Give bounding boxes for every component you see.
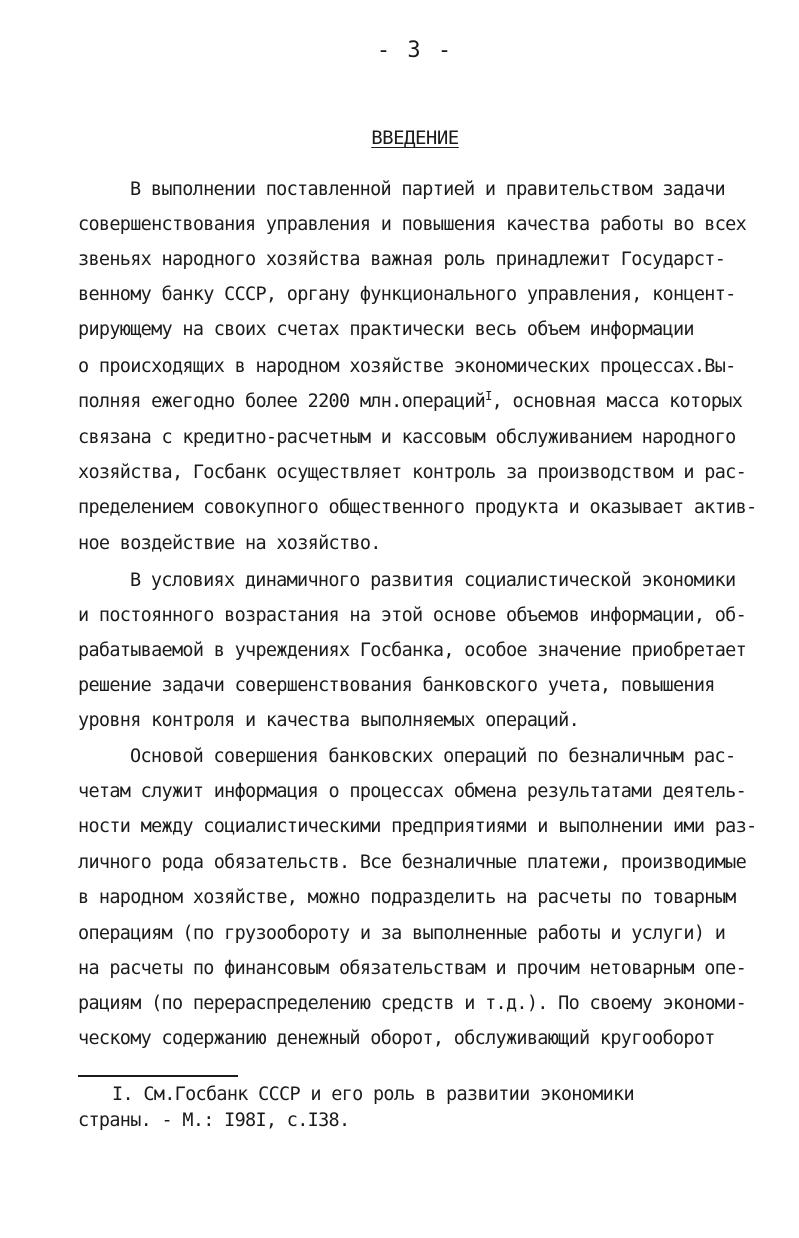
footnote-line: страны. - М.: I98I, с.I38. [78, 1110, 350, 1131]
text-line: ное воздействие на хозяйство. [78, 533, 381, 554]
text-line: пределением совокупного общественного продукта и оказывает актив- [78, 497, 757, 518]
text-line: хозяйства, Госбанк осуществляет контроль за производством и рас- [78, 462, 747, 483]
text-line: рациям (по перераспределению средств и т.д.). По своему экономи- [78, 993, 747, 1014]
text-run: полняя ежегодно более 2200 млн.операций [78, 391, 486, 412]
text-line: и постоянного возрастания на этой основе объемов информации, об- [78, 605, 747, 626]
text-line: ности между социалистическими предприятиями и выполнении ими раз- [78, 816, 757, 837]
text-run: , основная масса которых [491, 391, 743, 412]
text-line: на расчеты по финансовым обязательствам и прочим нетоварным опе- [78, 958, 747, 979]
footnote-marker: I [485, 389, 492, 403]
text-line: В условиях динамичного развития социалистической экономики [130, 570, 736, 591]
text-line: в народном хозяйстве, можно подразделить на расчеты по товарным [78, 887, 736, 908]
section-heading: ВВЕДЕНИЕ [371, 127, 459, 149]
text-line: Основой совершения банковских операций по безналичным рас- [130, 746, 736, 767]
page-number: - 3 - [376, 38, 454, 63]
text-line: рабатываемой в учреждениях Госбанка, особое значение приобретает [78, 640, 747, 661]
footnote-line: I. См.Госбанк СССР и его роль в развитии экономики [112, 1084, 634, 1105]
text-line: венному банку СССР, органу функционального управления, концент- [78, 284, 736, 305]
text-line: операциям (по грузообороту и за выполненные работы и услуги) и [78, 923, 726, 944]
text-line [78, 390, 742, 414]
text-line: звеньях народного хозяйства важная роль принадлежит Государст- [78, 249, 726, 270]
text-line: рирующему на своих счетах практически весь объем информации [78, 319, 694, 340]
text-line: о происходящих в народном хозяйстве экономических процессах.Вы- [78, 356, 736, 377]
text-line: четам служит информация о процессах обмена результатами деятель- [78, 781, 747, 802]
text-line: совершенствования управления и повышения качества работы во всех [78, 214, 747, 235]
footnote-rule [78, 1075, 238, 1077]
text-line: уровня контроля и качества выполняемых операций. [78, 710, 580, 731]
text-line: личного рода обязательств. Все безналичные платежи, производимые [78, 852, 747, 873]
text-line: связана с кредитно-расчетным и кассовым обслуживанием народного [78, 427, 736, 448]
text-line: ческому содержанию денежный оборот, обслуживающий кругооборот [78, 1028, 715, 1049]
text-line: В выполнении поставленной партией и правительством задачи [130, 179, 725, 200]
text-line: решение задачи совершенствования банковского учета, повышения [78, 675, 715, 696]
